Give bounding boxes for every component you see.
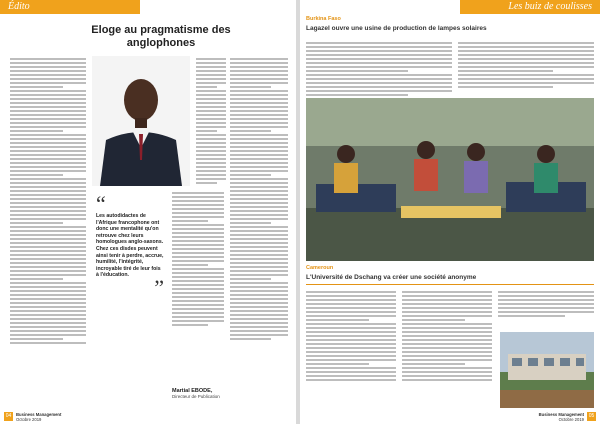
author-portrait — [92, 56, 190, 186]
footer-brand: Business Management — [16, 412, 62, 417]
editorial-column-2-top — [196, 56, 226, 186]
footer-date-right: Octobre 2019 — [558, 417, 584, 422]
editorial-column-2 — [172, 190, 224, 328]
section-banner-right — [460, 0, 600, 14]
story2-divider — [306, 284, 594, 285]
section-label-right: Les buiz de coulisses — [508, 1, 592, 12]
open-quote-icon: “ — [96, 191, 106, 216]
page-number-right: 05 — [588, 413, 595, 419]
university-building-photo-icon — [500, 332, 594, 408]
story2-photo — [500, 332, 594, 408]
story1-headline: Lagazel ouvre une usine de production de lampes solaires — [306, 25, 487, 32]
signature — [172, 388, 220, 399]
section-label: Édito — [8, 1, 30, 12]
story2-headline: L'Université de Dschang va créer une société anonyme — [306, 274, 477, 281]
story2-column-1 — [306, 289, 396, 383]
left-page — [0, 0, 296, 424]
story1-column-2 — [458, 40, 594, 90]
right-page — [300, 0, 600, 424]
footer-date: Octobre 2019 — [16, 417, 42, 422]
editorial-headline: Eloge au pragmatisme des anglophones — [91, 24, 231, 49]
factory-workers-photo-icon — [306, 98, 594, 261]
portrait-photo-icon — [92, 56, 190, 186]
story2-column-3 — [498, 289, 594, 319]
footer-right — [539, 412, 584, 422]
pull-quote-text: Les autodidactes de l'Afrique francophone ont donc une mentalité qu'on retrouve chez leurs homologues anglo-saxons. Chez ces disdes peuvent ainsi tenir à perdre, accrue, humilité, l'intégrité, incroyable tiré de leur fois à l'éducation. — [96, 213, 164, 279]
footer-left — [16, 412, 61, 422]
signature-name: Martial EBODE, — [172, 388, 213, 394]
story1-photo — [306, 98, 594, 261]
story1-column-1 — [306, 40, 452, 98]
story2-column-2 — [402, 289, 492, 383]
page-number-left: 04 — [5, 413, 12, 419]
section-banner — [0, 0, 140, 14]
pull-quote — [96, 191, 164, 300]
close-quote-icon: ” — [154, 274, 164, 300]
editorial-column-3 — [230, 56, 288, 342]
footer-brand-right: Business Management — [538, 412, 584, 417]
editorial-column-1 — [10, 56, 86, 346]
story1-country-tag: Burkina Faso — [306, 16, 341, 22]
signature-role: Directeur de Publication — [172, 394, 220, 399]
story2-country-tag: Cameroun — [306, 265, 334, 271]
